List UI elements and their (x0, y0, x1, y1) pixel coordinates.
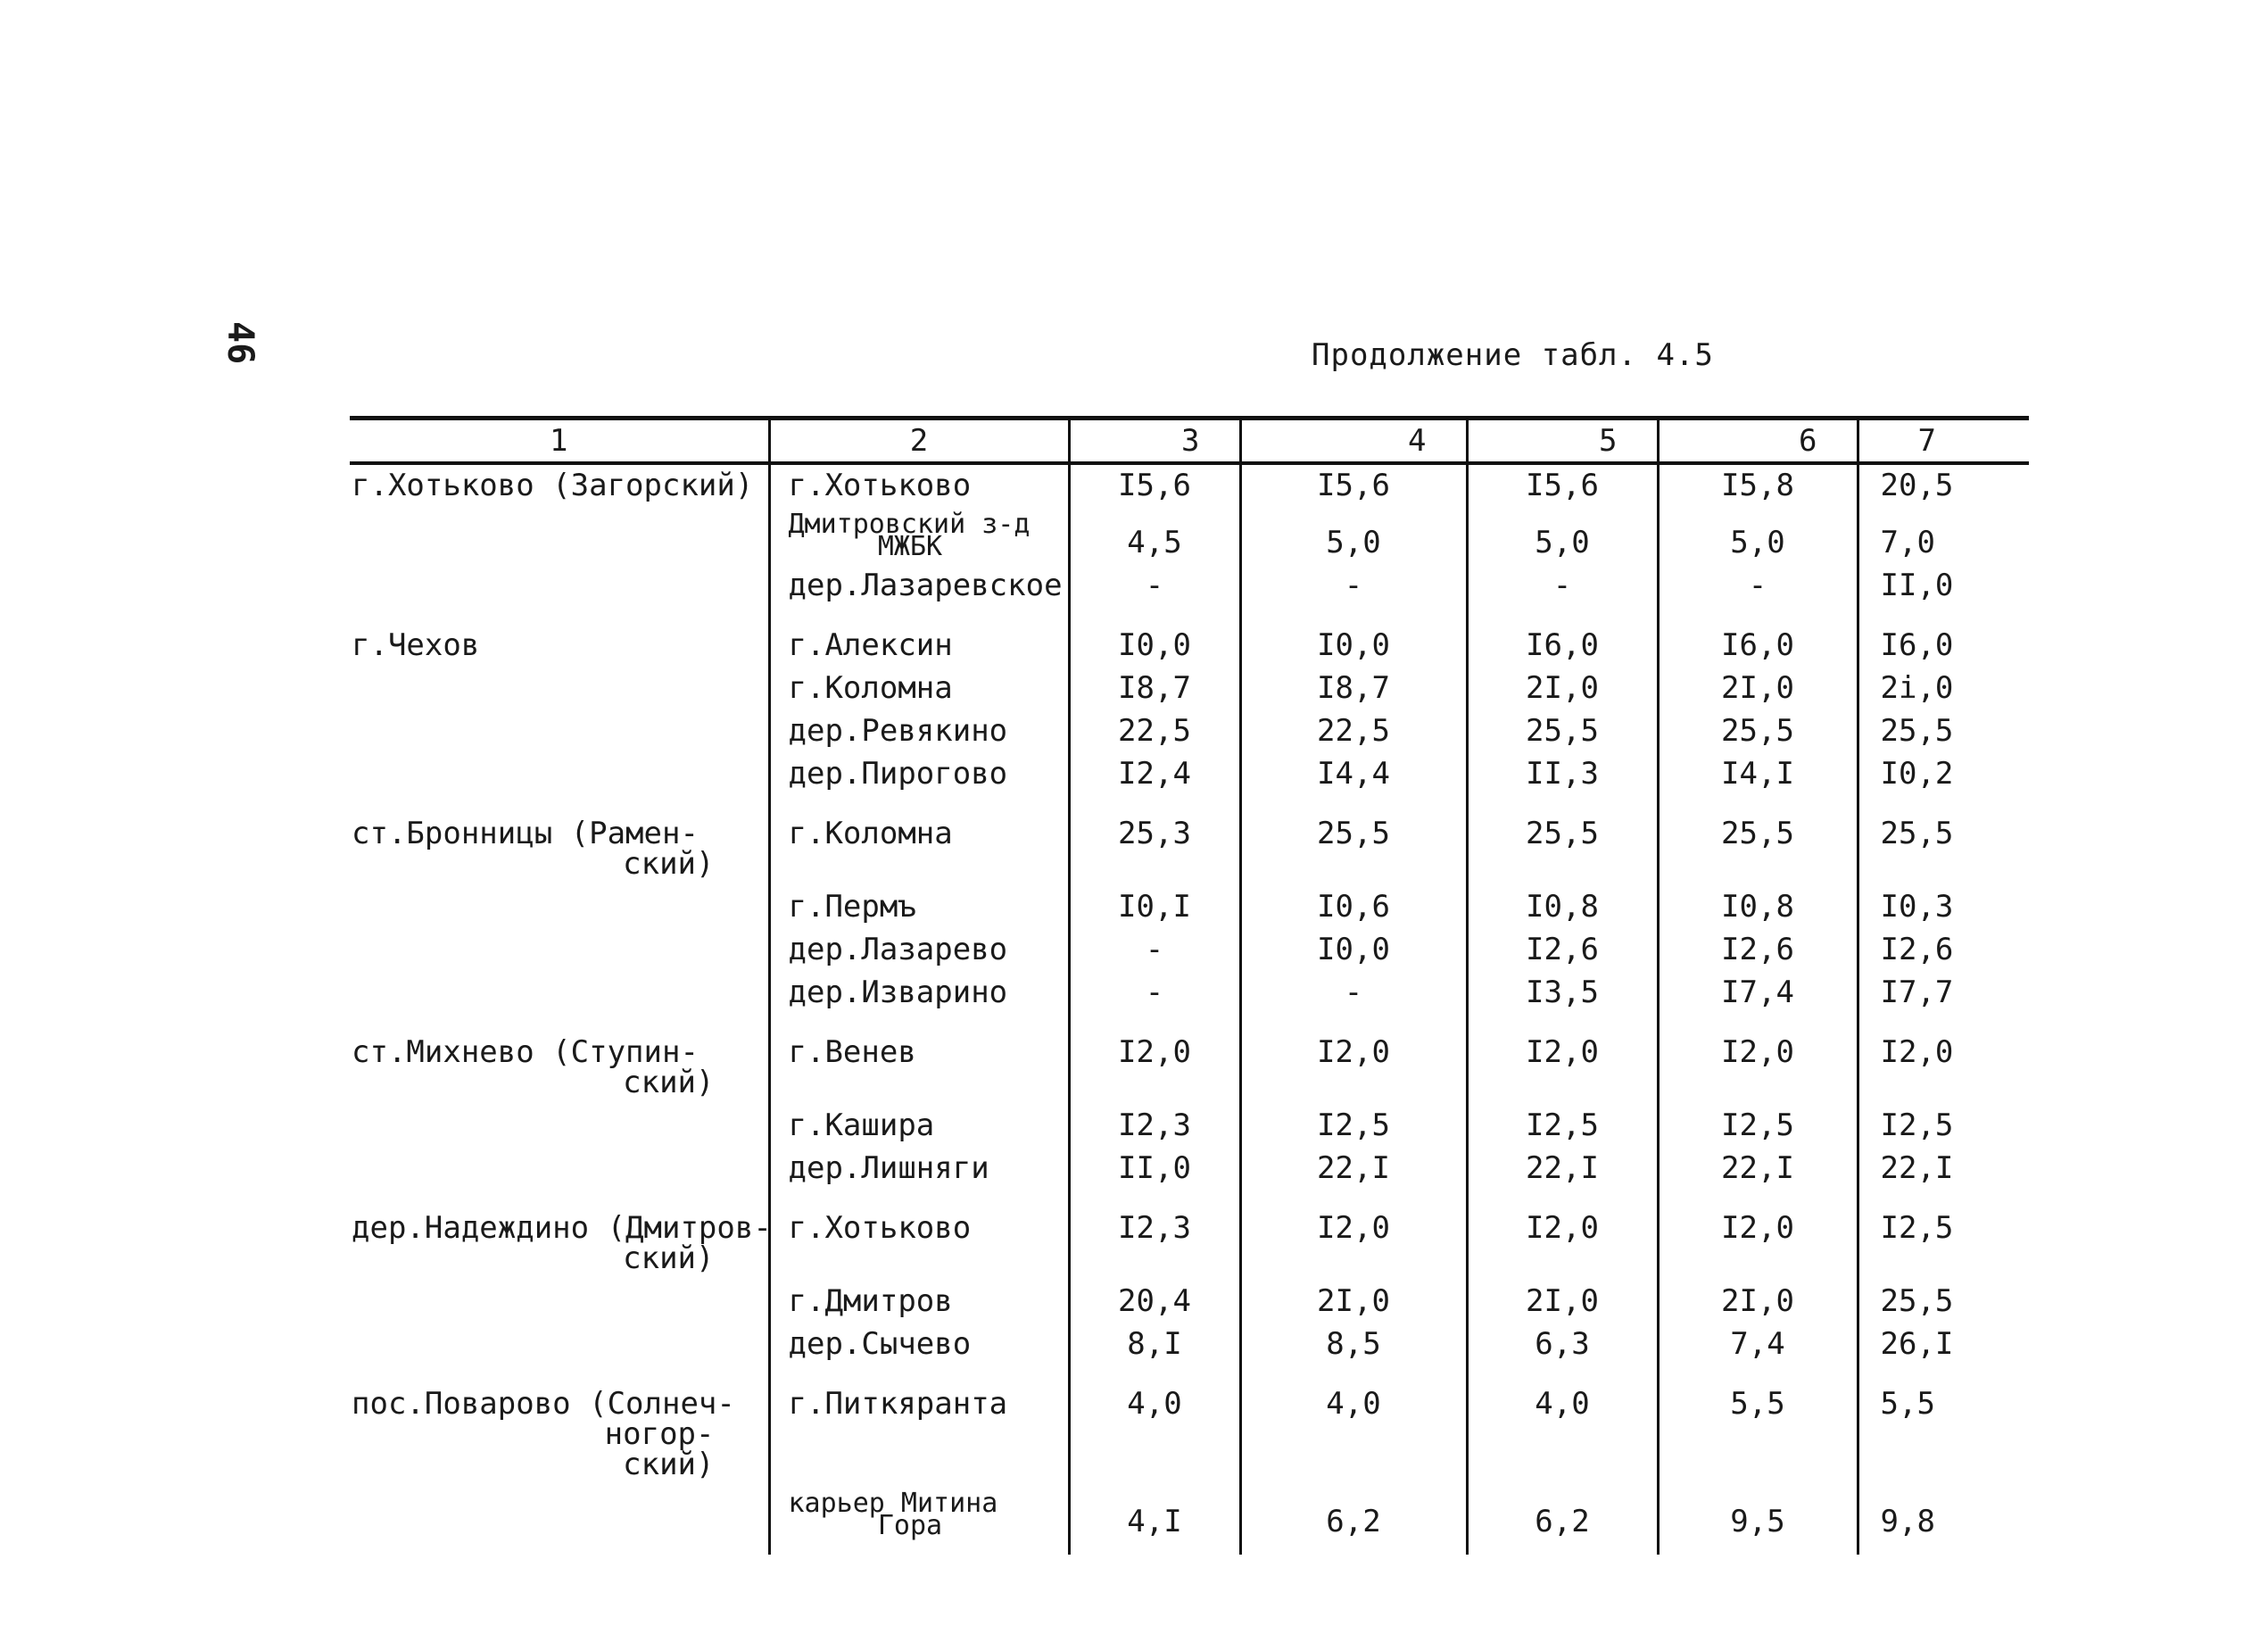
site-name-line: ский) (623, 1240, 715, 1276)
table-row (350, 928, 2029, 971)
value-cell-col-3: 20,4 (1069, 1280, 1240, 1323)
site-cell (350, 1104, 769, 1147)
value-cell-col-6: I0,8 (1658, 885, 1858, 928)
source-name: дер.Сычево (788, 1326, 972, 1362)
site-cell (350, 709, 769, 752)
source-name: г.Алексин (788, 627, 953, 663)
header-col-3: 3 (1069, 419, 1240, 464)
source-cell (769, 1190, 1069, 1280)
value-cell-col-7: 25,5 (1880, 816, 1954, 851)
site-cell (350, 564, 769, 607)
source-name: дер.Лазаревское (788, 568, 1063, 603)
data-table (350, 416, 2029, 1555)
value-cell-col-7: I2,5 (1880, 1108, 1954, 1143)
value-cell-col-4: I4,4 (1240, 752, 1467, 795)
table-header (350, 419, 2029, 464)
source-name: Дмитровский з-д (788, 509, 1031, 540)
source-cell (769, 1486, 1069, 1555)
site-cell (350, 1014, 769, 1104)
site-cell (350, 795, 769, 885)
header-col-2: 2 (769, 419, 1069, 464)
value-cell-col-7: I2,5 (1880, 1210, 1954, 1246)
value-cell-col-4: I5,6 (1240, 463, 1467, 507)
value-cell-col-3: 4,I (1069, 1486, 1240, 1555)
site-name-line: ст.Бронницы (Рамен- (352, 816, 699, 851)
value-cell-col-5: I5,6 (1467, 463, 1658, 507)
value-cell-col-5: 5,0 (1467, 507, 1658, 564)
value-cell-col-6: 22,I (1658, 1147, 1858, 1190)
site-name-line: дер.Надеждино (Дмитров- (352, 1210, 772, 1246)
table-row (350, 607, 2029, 667)
table-row (350, 1014, 2029, 1104)
value-cell-col-4: 5,0 (1240, 507, 1467, 564)
value-cell-col-7: I0,2 (1880, 756, 1954, 792)
source-name: г.Кашира (788, 1108, 935, 1143)
value-cell-col-3: I8,7 (1069, 667, 1240, 709)
value-cell-col-6: 5,0 (1658, 507, 1858, 564)
site-name-line: ский) (623, 1065, 715, 1100)
site-name-line: пос.Поварово (Солнеч- (352, 1386, 735, 1422)
source-name: дер.Лишняги (788, 1150, 989, 1186)
source-cell (769, 1365, 1069, 1486)
site-cell (350, 463, 769, 507)
value-cell-col-7: 25,5 (1880, 1283, 1954, 1319)
value-cell-col-5: 25,5 (1467, 709, 1658, 752)
value-cell-col-4: 6,2 (1240, 1486, 1467, 1555)
table-row (350, 795, 2029, 885)
table-row (350, 1280, 2029, 1323)
source-cell (769, 1323, 1069, 1365)
table-row (350, 885, 2029, 928)
value-cell-col-6: I7,4 (1658, 971, 1858, 1014)
value-cell-col-6: I2,6 (1658, 928, 1858, 971)
site-cell (350, 507, 769, 564)
value-cell-col-4: - (1240, 564, 1467, 607)
table-row (350, 752, 2029, 795)
value-cell-col-6: I5,8 (1658, 463, 1858, 507)
site-name-line: ский) (623, 846, 715, 882)
table-row (350, 507, 2029, 564)
source-cell (769, 564, 1069, 607)
table-row (350, 709, 2029, 752)
table-caption: Продолжение табл. 4.5 (1312, 337, 1714, 373)
value-cell-col-5: I2,0 (1467, 1190, 1658, 1280)
value-cell-col-4: I2,0 (1240, 1014, 1467, 1104)
value-cell-col-7: I6,0 (1880, 627, 1954, 663)
source-cell (769, 507, 1069, 564)
source-cell (769, 709, 1069, 752)
source-cell (769, 928, 1069, 971)
table-row (350, 667, 2029, 709)
source-name: г.Питкяранта (788, 1386, 1008, 1422)
table-row (350, 1323, 2029, 1365)
value-cell-col-4: 2I,0 (1240, 1280, 1467, 1323)
table-row (350, 1486, 2029, 1555)
source-cell (769, 885, 1069, 928)
value-cell-col-7: II,0 (1880, 568, 1954, 603)
table-row (350, 463, 2029, 507)
value-cell-col-6: 25,5 (1658, 709, 1858, 752)
value-cell-col-4: 25,5 (1240, 795, 1467, 885)
source-name: дер.Пирогово (788, 756, 1008, 792)
value-cell-col-5: - (1467, 564, 1658, 607)
value-cell-col-4: I8,7 (1240, 667, 1467, 709)
value-cell-col-4: 4,0 (1240, 1365, 1467, 1486)
site-cell (350, 1486, 769, 1555)
value-cell-col-5: 4,0 (1467, 1365, 1658, 1486)
value-cell-col-3: 4,0 (1069, 1365, 1240, 1486)
site-cell (350, 1280, 769, 1323)
source-name: г.Коломна (788, 816, 953, 851)
value-cell-col-7: 22,I (1880, 1150, 1954, 1186)
site-cell (350, 1147, 769, 1190)
site-cell (350, 885, 769, 928)
value-cell-col-3: 22,5 (1069, 709, 1240, 752)
value-cell-col-5: 2I,0 (1467, 1280, 1658, 1323)
value-cell-col-5: 2I,0 (1467, 667, 1658, 709)
value-cell-col-7: 25,5 (1880, 713, 1954, 749)
value-cell-col-6: I4,I (1658, 752, 1858, 795)
value-cell-col-4: I0,6 (1240, 885, 1467, 928)
page-number: 46 (219, 321, 261, 365)
value-cell-col-3: I2,3 (1069, 1190, 1240, 1280)
value-cell-col-5: I0,8 (1467, 885, 1658, 928)
value-cell-col-6: 9,5 (1658, 1486, 1858, 1555)
source-name: дер.Лазарево (788, 932, 1008, 967)
source-name: дер.Ревякино (788, 713, 1008, 749)
value-cell-col-3: 4,5 (1069, 507, 1240, 564)
value-cell-col-6: - (1658, 564, 1858, 607)
value-cell-col-5: 22,I (1467, 1147, 1658, 1190)
header-col-6: 6 (1658, 419, 1858, 464)
value-cell-col-7: I0,3 (1880, 889, 1954, 925)
table-row (350, 1190, 2029, 1280)
value-cell-col-3: 25,3 (1069, 795, 1240, 885)
value-cell-col-3: - (1069, 971, 1240, 1014)
source-name: г.Хотьково (788, 468, 972, 503)
table-row (350, 971, 2029, 1014)
value-cell-col-7: 26,I (1880, 1326, 1954, 1362)
source-cell (769, 795, 1069, 885)
site-name-line: ский) (623, 1447, 715, 1482)
value-cell-col-3: II,0 (1069, 1147, 1240, 1190)
source-name-cont: Гора (877, 1510, 943, 1541)
site-cell (350, 928, 769, 971)
value-cell-col-3: I2,3 (1069, 1104, 1240, 1147)
site-name-line: ногор- (604, 1416, 715, 1452)
value-cell-col-3: I2,4 (1069, 752, 1240, 795)
header-col-5: 5 (1467, 419, 1658, 464)
source-name: г.Хотьково (788, 1210, 972, 1246)
value-cell-col-5: 6,2 (1467, 1486, 1658, 1555)
value-cell-col-4: I0,0 (1240, 607, 1467, 667)
value-cell-col-3: - (1069, 928, 1240, 971)
table-row (350, 1147, 2029, 1190)
source-name: дер.Изварино (788, 975, 1008, 1010)
value-cell-col-4: I2,0 (1240, 1190, 1467, 1280)
value-cell-col-4: 8,5 (1240, 1323, 1467, 1365)
source-cell (769, 1147, 1069, 1190)
source-cell (769, 463, 1069, 507)
site-cell (350, 752, 769, 795)
source-cell (769, 1014, 1069, 1104)
value-cell-col-7: I2,6 (1880, 932, 1954, 967)
value-cell-col-7: 5,5 (1880, 1386, 1935, 1422)
site-cell (350, 667, 769, 709)
source-name: г.Коломна (788, 670, 953, 706)
value-cell-col-6: I2,5 (1658, 1104, 1858, 1147)
site-name-line: г.Хотьково (Загорский) (352, 468, 754, 503)
value-cell-col-5: 6,3 (1467, 1323, 1658, 1365)
header-col-1: 1 (350, 419, 769, 464)
value-cell-col-7: 2i,0 (1880, 670, 1954, 706)
value-cell-col-7: I7,7 (1880, 975, 1954, 1010)
value-cell-col-5: I6,0 (1467, 607, 1658, 667)
value-cell-col-7: 9,8 (1880, 1504, 1935, 1539)
table-body (350, 463, 2029, 1555)
source-cell (769, 667, 1069, 709)
value-cell-col-3: I0,0 (1069, 607, 1240, 667)
source-cell (769, 1104, 1069, 1147)
value-cell-col-5: I2,0 (1467, 1014, 1658, 1104)
source-cell (769, 752, 1069, 795)
value-cell-col-4: I2,5 (1240, 1104, 1467, 1147)
site-cell (350, 1323, 769, 1365)
value-cell-col-6: 2I,0 (1658, 667, 1858, 709)
site-name-line: г.Чехов (352, 627, 480, 663)
value-cell-col-3: 8,I (1069, 1323, 1240, 1365)
site-cell (350, 1190, 772, 1280)
value-cell-col-4: - (1240, 971, 1467, 1014)
source-name: г.Дмитров (788, 1283, 953, 1319)
data-table-wrapper (350, 416, 2029, 1555)
value-cell-col-3: I2,0 (1069, 1014, 1240, 1104)
source-cell (769, 1280, 1069, 1323)
value-cell-col-6: 2I,0 (1658, 1280, 1858, 1323)
value-cell-col-3: - (1069, 564, 1240, 607)
source-cell (769, 971, 1069, 1014)
table-row (350, 564, 2029, 607)
value-cell-col-6: 7,4 (1658, 1323, 1858, 1365)
value-cell-col-4: 22,I (1240, 1147, 1467, 1190)
value-cell-col-3: I5,6 (1069, 463, 1240, 507)
table-row (350, 1104, 2029, 1147)
header-col-7: 7 (1917, 423, 1936, 459)
value-cell-col-5: I3,5 (1467, 971, 1658, 1014)
source-name: г.Венев (788, 1034, 916, 1070)
value-cell-col-4: 22,5 (1240, 709, 1467, 752)
value-cell-col-5: I2,5 (1467, 1104, 1658, 1147)
source-name: г.Пермъ (788, 889, 916, 925)
table-row (350, 1365, 2029, 1486)
source-name-cont: МЖБК (877, 531, 943, 562)
site-cell (350, 971, 769, 1014)
value-cell-col-6: I2,0 (1658, 1190, 1858, 1280)
value-cell-col-5: 25,5 (1467, 795, 1658, 885)
value-cell-col-6: 25,5 (1658, 795, 1858, 885)
value-cell-col-3: I0,I (1069, 885, 1240, 928)
value-cell-col-4: I0,0 (1240, 928, 1467, 971)
value-cell-col-6: I6,0 (1658, 607, 1858, 667)
value-cell-col-7: 20,5 (1880, 468, 1954, 503)
value-cell-col-5: I2,6 (1467, 928, 1658, 971)
value-cell-col-6: 5,5 (1658, 1365, 1858, 1486)
site-cell (350, 607, 769, 667)
value-cell-col-6: I2,0 (1658, 1014, 1858, 1104)
site-name-line: ст.Михнево (Ступин- (352, 1034, 699, 1070)
value-cell-col-7: 7,0 (1880, 525, 1935, 560)
value-cell-col-7: I2,0 (1880, 1034, 1954, 1070)
value-cell-col-5: II,3 (1467, 752, 1658, 795)
source-name: карьер Митина (788, 1488, 998, 1519)
source-cell (769, 607, 1069, 667)
header-col-4: 4 (1240, 419, 1467, 464)
site-cell (350, 1365, 769, 1486)
